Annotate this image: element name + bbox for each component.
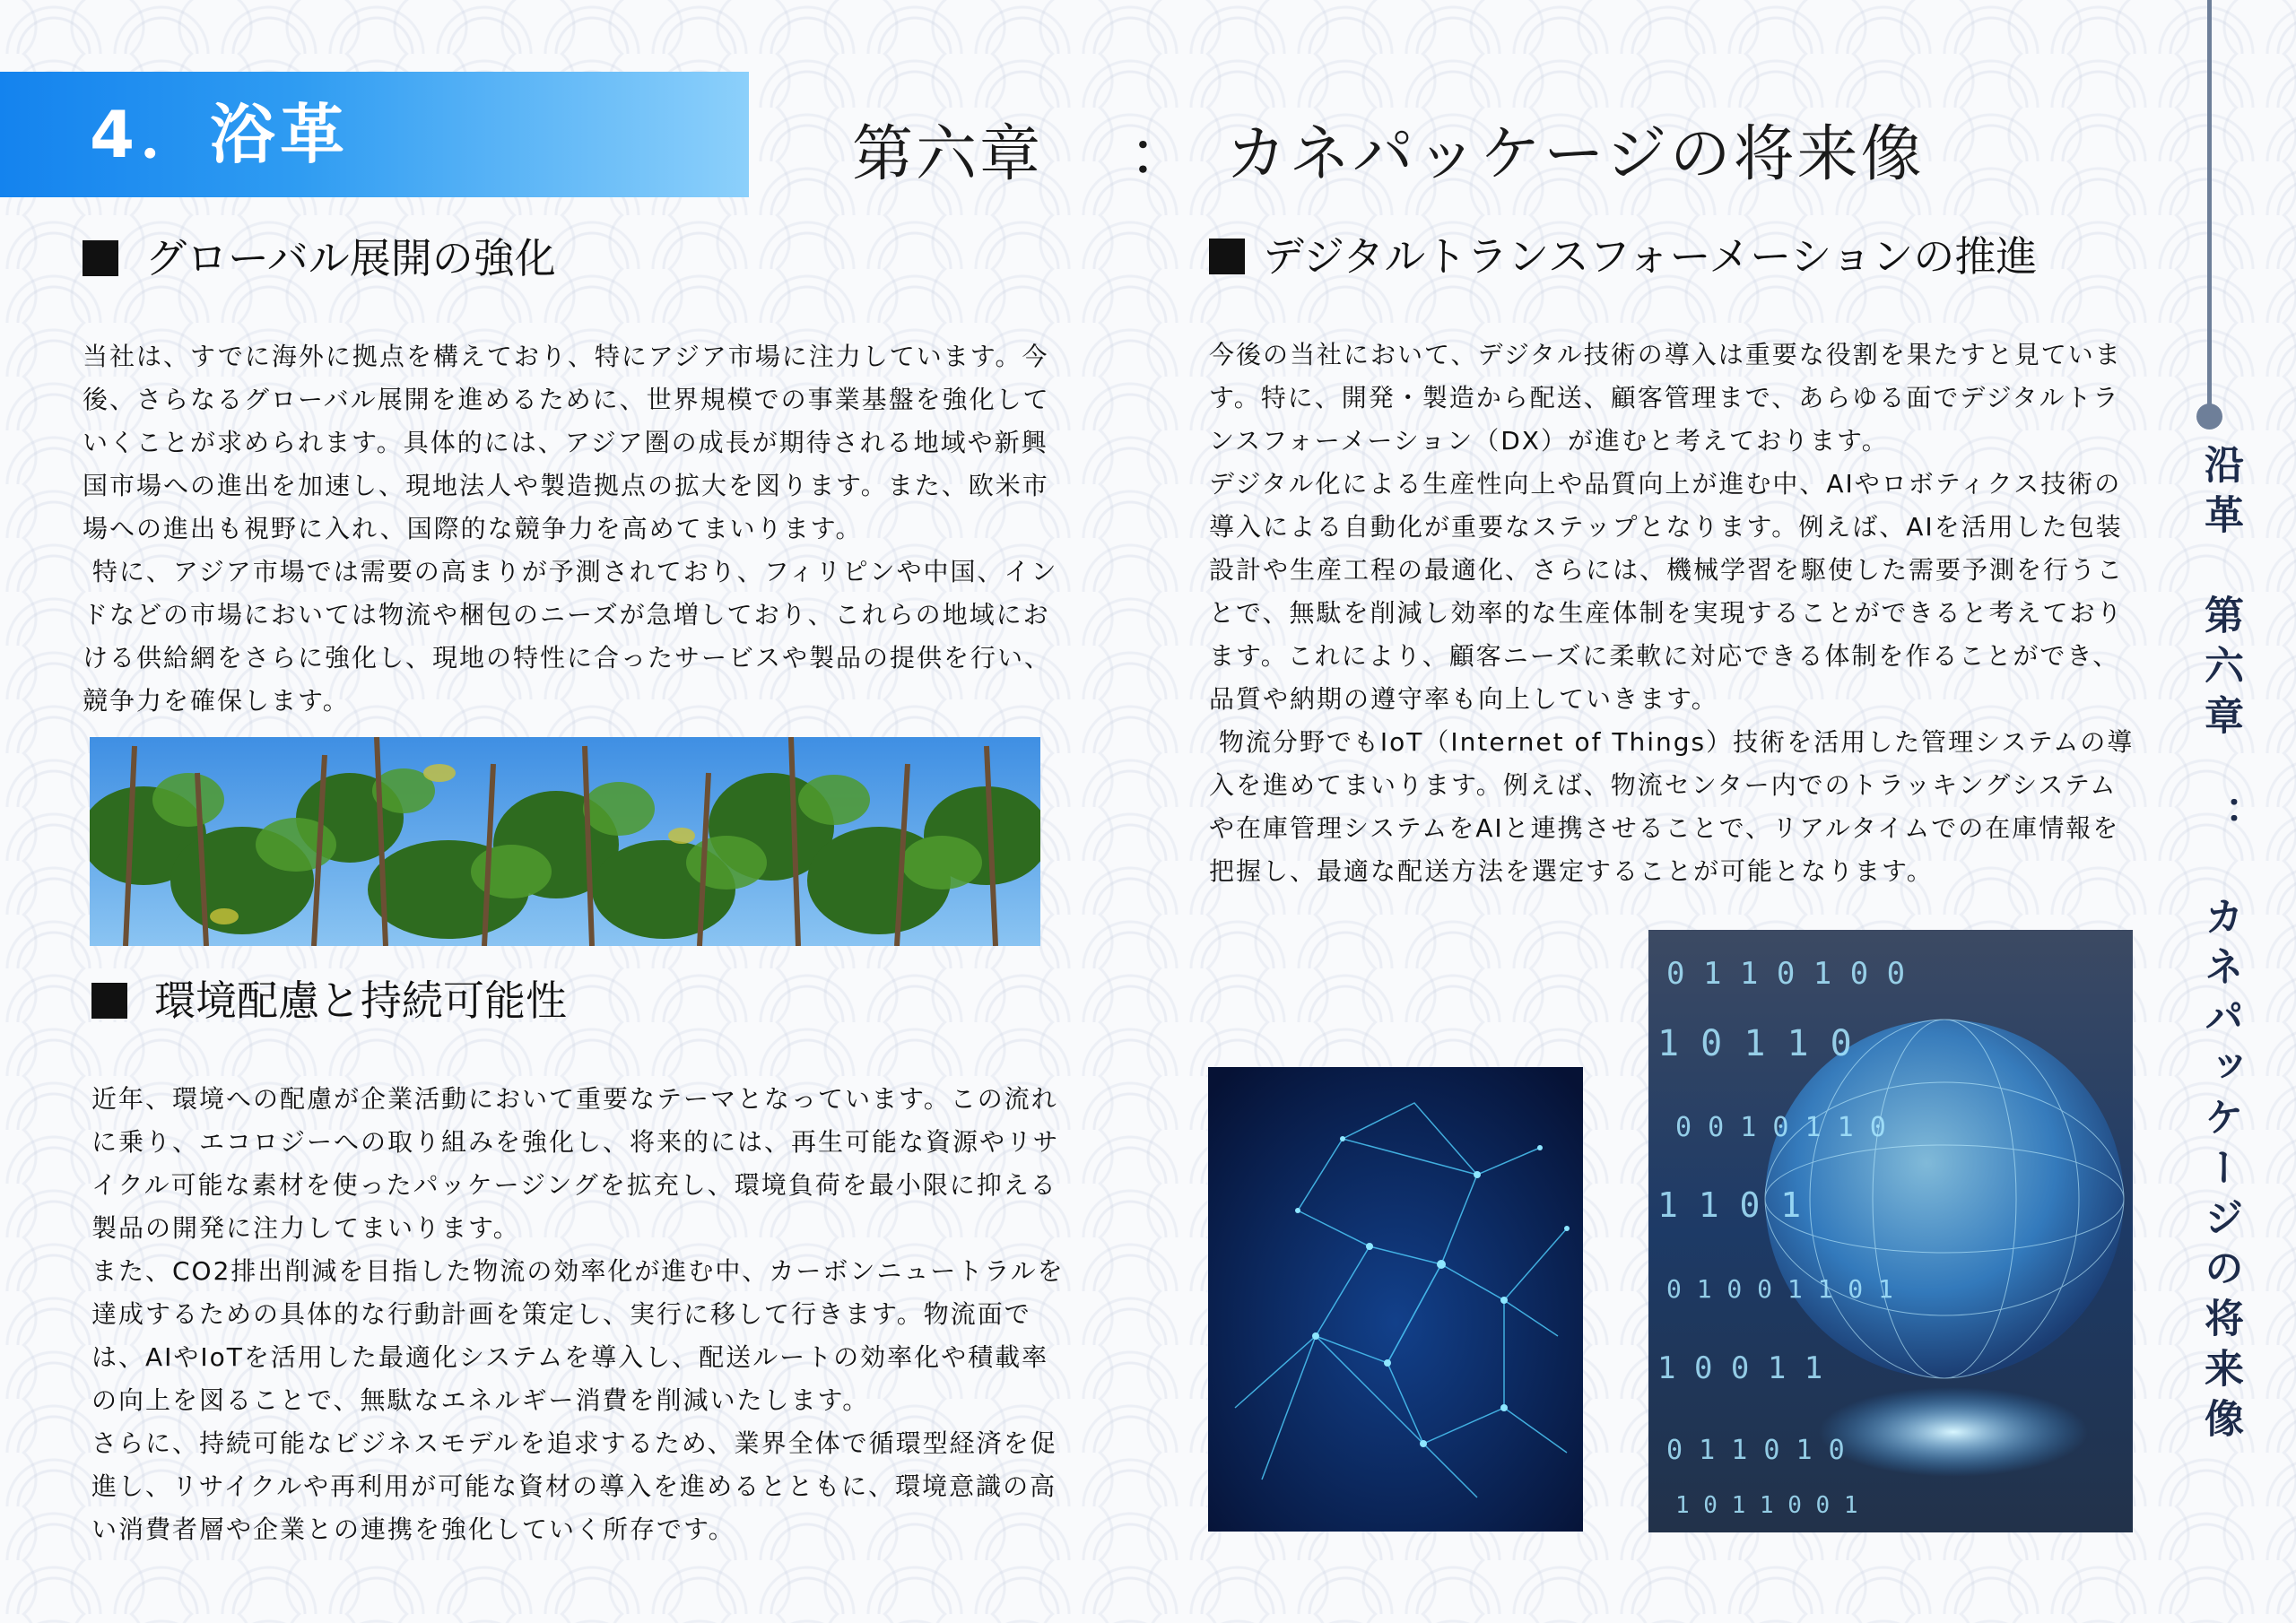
- square-bullet-icon: [83, 240, 118, 276]
- environment-heading: [91, 974, 567, 1028]
- svg-text:1 1 0 1: 1 1 0 1: [1657, 1185, 1802, 1225]
- environment-heading-text: 環境配慮と持続可能性: [154, 976, 567, 1025]
- environment-paragraph: さらに、持続可能なビジネスモデルを追求するため、業界全体で循環型経済を促進し、リサイクルや再利用が可能な資材の導入を進めるとともに、環境意識の高い消費者層や企業との連携を強化していく所存です。: [91, 1428, 1057, 1544]
- environment-paragraph: また、CO2排出削減を目指した物流の効率化が進む中、カーボンニュートラルを達成するための具体的な行動計画を策定し、実行に移して行きます。物流面では、AIやIoTを活用した最適化システムを導入し、配送ルートの効率化や積載率の向上を図ることで、無駄なエネルギー消費を削減いたします。: [91, 1256, 1065, 1415]
- chapter-title: 第六章 ： カネパッケージの将来像: [852, 119, 1925, 190]
- dx-paragraph: 物流分野でもIoT（Internet of Things）技術を活用した管理システムの導入を進めてまいります。例えば、物流センター内でのトラッキングシステムや在庫管理システムをAIと連携させることで、リアルタイムでの在庫情報を把握し、最適な配送方法を選定することが可能となります。: [1209, 727, 2135, 886]
- global-heading: [83, 231, 556, 285]
- network-photo: [1208, 1067, 1583, 1532]
- global-paragraph: 当社は、すでに海外に拠点を構えており、特にアジア市場に注力しています。今後、さらなるグローバル展開を進めるために、世界規模での事業基盤を強化していくことが求められます。具体的には、アジア圏の成長が期待される地域や新興国市場への進出を加速し、現地法人や製造拠点の拡大を図ります。また、欧米市場への進出も視野に入れ、国際的な競争力を高めてまいります。: [83, 342, 1050, 543]
- global-heading-text: グローバル展開の強化: [145, 234, 556, 282]
- svg-text:0 0 1 0 1 1 0: 0 0 1 0 1 1 0: [1675, 1112, 1886, 1143]
- dx-heading-text: デジタルトランスフォーメーションの推進: [1263, 232, 2038, 281]
- square-bullet-icon: [1209, 239, 1245, 274]
- sidebar-dot: [2196, 404, 2222, 430]
- svg-text:0 1 1 0 1 0: 0 1 1 0 1 0: [1666, 1435, 1845, 1466]
- dx-paragraph: デジタル化による生産性向上や品質向上が進む中、AIやロボティクス技術の導入による自動化が重要なステップとなります。例えば、AIを活用した包装設計や生産工程の最適化、さらには、機械学習を駆使した需要予測を行うことで、無駄を削減し効率的な生産体制を実現することができると考えております。これにより、顧客ニーズに柔軟に対応できる体制を作ることができ、品質や納期の遵守率も向上していきます。: [1209, 469, 2125, 714]
- mangrove-photo: [90, 737, 1040, 946]
- global-paragraph: 特に、アジア市場では需要の高まりが予測されており、フィリピンや中国、インドなどの市場においては物流や梱包のニーズが急増しており、これらの地域における供給網をさらに強化し、現地の特性に合ったサービスや製品の提供を行い、競争力を確保します。: [83, 557, 1058, 716]
- dx-paragraph: 今後の当社において、デジタル技術の導入は重要な役割を果たすと見ています。特に、開発・製造から配送、顧客管理まで、あらゆる面でデジタルトランスフォーメーション（DX）が進むと考えております。: [1209, 340, 2122, 456]
- svg-text:0 1 0 0 1 1 0 1: 0 1 0 0 1 1 0 1: [1666, 1274, 1893, 1304]
- svg-text:0 1 1 0 1 0 0: 0 1 1 0 1 0 0: [1666, 956, 1906, 992]
- digital-globe-photo: [1648, 930, 2133, 1532]
- section-banner: [0, 72, 749, 197]
- section-label: 4．浴革: [90, 97, 351, 172]
- square-bullet-icon: [91, 983, 127, 1019]
- svg-text:1 0 1 1 0: 1 0 1 1 0: [1657, 1023, 1852, 1064]
- global-body: [83, 335, 1069, 723]
- sidebar-vertical-title: 沿革 第六章 ： カネパッケージの将来像: [2197, 444, 2243, 1448]
- environment-paragraph: 近年、環境への配慮が企業活動において重要なテーマとなっています。この流れに乗り、エコロジーへの取り組みを強化し、将来的には、再生可能な資源やリサイクル可能な素材を使ったパッケージングを拡充し、環境負荷を最小限に抑える製品の開発に注力してまいります。: [91, 1084, 1060, 1243]
- dx-body: [1209, 334, 2142, 893]
- svg-text:1 0 0 1 1: 1 0 0 1 1: [1657, 1350, 1823, 1386]
- environment-body: [91, 1078, 1069, 1551]
- sidebar-line: [2207, 0, 2212, 412]
- dx-heading: [1209, 230, 2037, 283]
- svg-text:1 0 1 1 0 0 1: 1 0 1 1 0 0 1: [1675, 1492, 1858, 1519]
